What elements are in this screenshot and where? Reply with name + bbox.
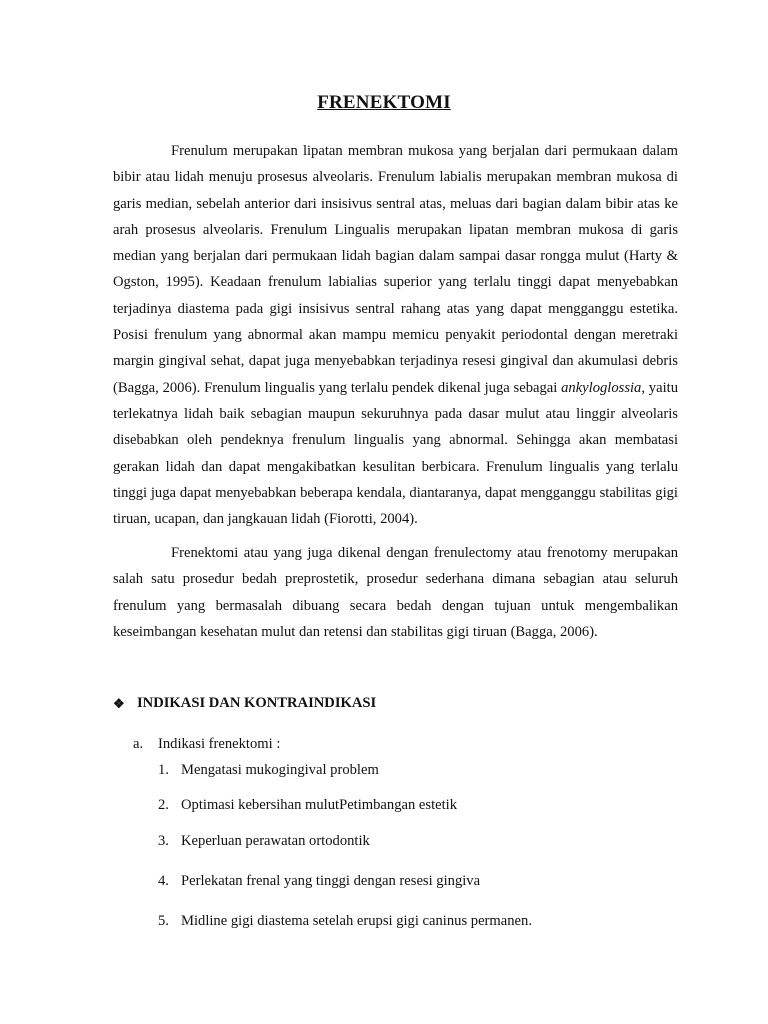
- paragraph-frenektomi: Frenektomi atau yang juga dikenal dengan frenulectomy atau frenotomy merupakan salah satu prosedur bedah preprostetik, prosedur sederhana dimana sebagian atau seluruh frenulum yang bermasalah dibuang secara bedah dengan tujuan untuk mengembalikan keseimbangan kesehatan mulut dan retensi dan stabilitas gigi tiruan (Bagga, 2006).: [113, 545, 678, 640]
- section-heading-text: INDIKASI DAN KONTRAINDIKASI: [137, 695, 377, 711]
- section-heading: [113, 695, 376, 712]
- list-item-text: Keperluan perawatan ortodontik: [181, 833, 370, 849]
- list-item-text: Mengatasi mukogingival problem: [181, 762, 379, 778]
- list-item: [158, 913, 532, 930]
- list-item-text: Midline gigi diastema setelah erupsi gigi caninus permanen.: [181, 913, 532, 929]
- paragraph-intro: [113, 138, 678, 532]
- list-item-number: 2.: [158, 797, 169, 813]
- term-ankyloglossia: ankyloglossia: [561, 379, 642, 396]
- list-item-number: 4.: [158, 873, 169, 889]
- list-item-number: 3.: [158, 833, 169, 849]
- paragraph-intro-text-1: Frenulum merupakan lipatan membran mukosa yang berjalan dari permukaan dalam bibir atau lidah menuju prosesus alveolaris. Frenulum labialis merupakan membran mukosa di garis median, sebelah anterior dari insisivus sentral atas, meluas dari bagian dalam bibir atas ke arah prosesus alveolaris. Frenulum Lingualis merupakan lipatan membran mukosa di garis median yang berjalan dari permukaan lidah bagian dalam sampai dasar rongga mulut (Harty & Ogston, 1995). Keadaan frenulum labialias superior yang terlalu tinggi dapat menyebabkan terjadinya diastema pada gigi insisivus sentral rahang atas yang dapat mengganggu estetika. Posisi frenulum yang abnormal akan mampu memicu penyakit periodontal dengan meretraki margin gingival sehat, dapat juga menyebabkan terjadinya resesi gingival dan akumulasi debris (Bagga, 2006). Frenulum lingualis yang terlalu pendek dikenal juga sebagai: [113, 143, 678, 396]
- list-item-number: 5.: [158, 913, 169, 929]
- list-item-number: 1.: [158, 762, 169, 778]
- list-item-text: Optimasi kebersihan mulutPetimbangan estetik: [181, 797, 458, 813]
- sub-item-indikasi: [133, 736, 280, 753]
- list-item: [158, 762, 379, 779]
- sub-item-marker: a.: [133, 736, 144, 752]
- list-item: [158, 833, 370, 850]
- document-title: FRENEKTOMI: [317, 92, 451, 113]
- list-item: [158, 797, 457, 814]
- sub-item-label: Indikasi frenektomi :: [158, 736, 281, 752]
- list-item: [158, 873, 480, 890]
- diamond-bullet-icon: ❖: [113, 695, 125, 711]
- list-item-text: Perlekatan frenal yang tinggi dengan resesi gingiva: [181, 873, 481, 889]
- paragraph-intro-text-2: , yaitu terlekatnya lidah baik sebagian maupun sekuruhnya pada dasar mulut atau linggir alveolaris disebabkan oleh pendeknya frenulum lingualis yang abnormal. Sehingga akan membatasi gerakan lidah dan dapat mengakibatkan kesulitan berbicara. Frenulum lingualis yang terlalu tinggi juga dapat menyebabkan beberapa kendala, diantaranya, dapat mengganggu stabilitas gigi tiruan, ucapan, dan jangkauan lidah (Fiorotti, 2004).: [113, 379, 678, 528]
